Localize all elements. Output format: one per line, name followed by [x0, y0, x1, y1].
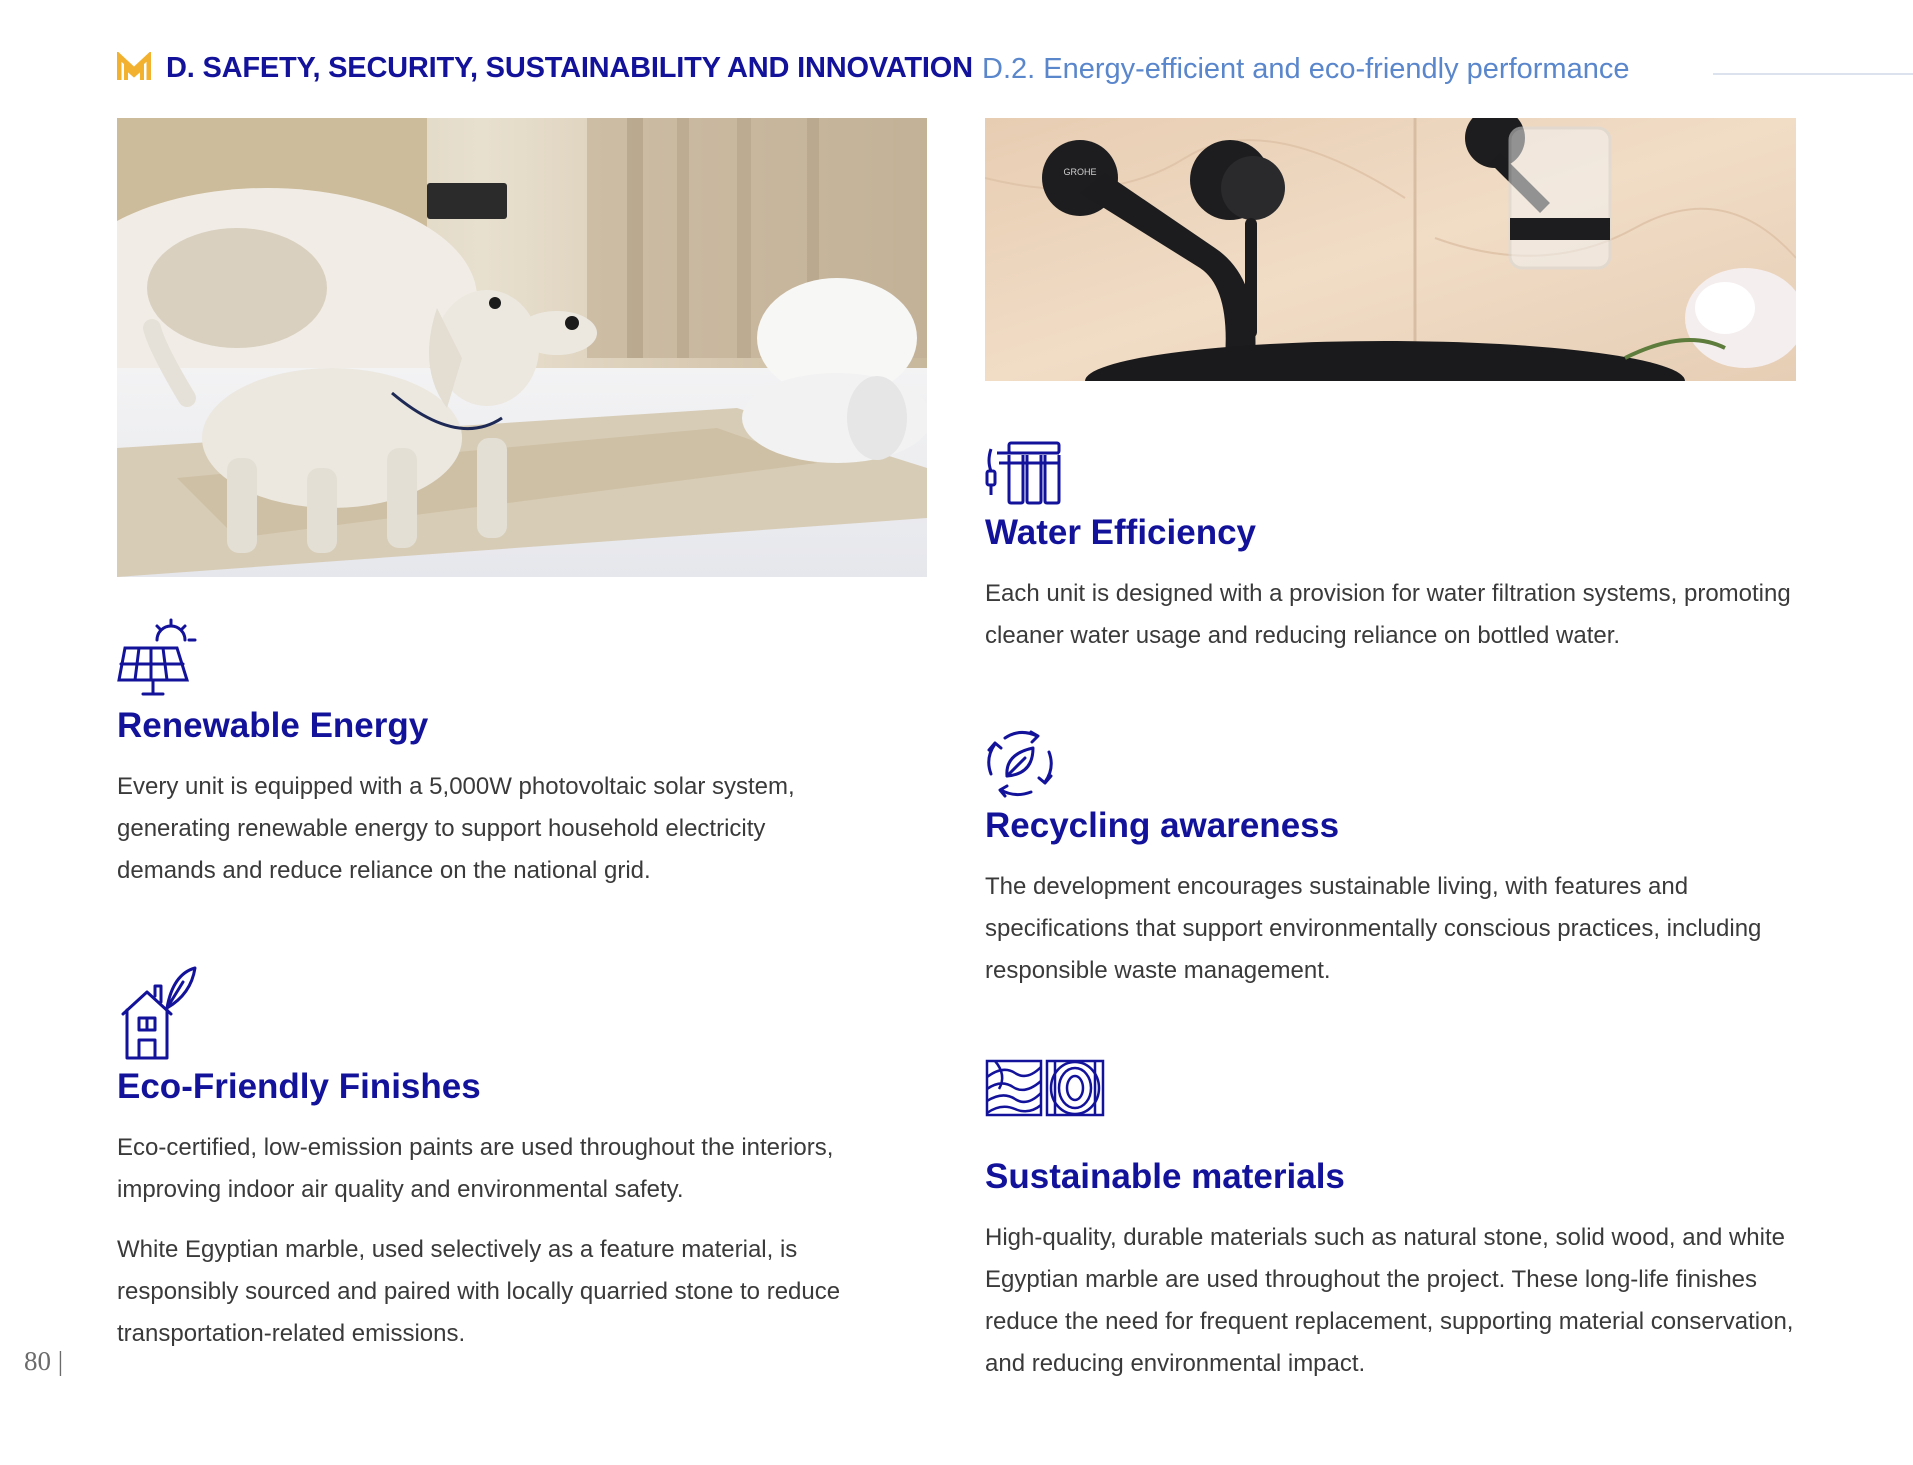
section-title: D. SAFETY, SECURITY, SUSTAINABILITY AND INNOVATION [166, 52, 973, 84]
eco-friendly-text-1: Eco-certified, low-emission paints are used throughout the interiors, improving indoor air quality and environmental safety. [117, 1134, 834, 1203]
recycling-awareness-text: The development encourages sustainable living, with features and specifications that support environmentally conscious practices, including responsible waste management. [985, 873, 1762, 984]
header-divider [1713, 73, 1913, 75]
renewable-energy-heading: Renewable Energy [117, 706, 429, 745]
renewable-energy-text: Every unit is equipped with a 5,000W photovoltaic solar system, generating renewable energy to support household electricity demands and reduce reliance on the national grid. [117, 773, 795, 884]
water-filter-icon [985, 441, 1061, 505]
feature-water-efficiency [985, 441, 1805, 657]
feature-recycling-awareness [985, 728, 1805, 992]
subsection-title: D.2. Energy-efficient and eco-friendly performance [982, 53, 1630, 85]
stone-wood-texture-icon [985, 1059, 1105, 1117]
bathroom-faucet-photo [985, 118, 1796, 381]
solar-panel-icon [117, 618, 197, 698]
eco-friendly-heading: Eco-Friendly Finishes [117, 1067, 481, 1106]
recycling-awareness-heading: Recycling awareness [985, 806, 1340, 845]
water-efficiency-text: Each unit is designed with a provision for water filtration systems, promoting cleaner water usage and reducing reliance on bottled water. [985, 580, 1791, 649]
sustainable-materials-text: High-quality, durable materials such as natural stone, solid wood, and white Egyptian marble are used throughout the project. These long-life finishes reduce the need for frequent replacement, supporting material conservation, and reducing environmental impact. [985, 1224, 1794, 1377]
eco-house-icon [117, 964, 197, 1060]
eco-friendly-text-2: White Egyptian marble, used selectively as a feature material, is responsibly sourced and paired with locally quarried stone to reduce transportation-related emissions. [117, 1236, 841, 1347]
faucet-brand-label: GROHE [1063, 167, 1097, 177]
page-header [117, 48, 1913, 98]
water-efficiency-heading: Water Efficiency [985, 513, 1257, 552]
feature-eco-friendly-finishes [117, 964, 937, 1355]
recycle-leaf-icon [985, 728, 1055, 798]
page-number: 80 | [24, 1346, 64, 1376]
sustainable-materials-heading: Sustainable materials [985, 1157, 1345, 1196]
feature-sustainable-materials [985, 1059, 1805, 1385]
bedroom-photo [117, 118, 927, 577]
feature-renewable-energy [117, 618, 937, 892]
brand-logo-icon [117, 52, 151, 82]
